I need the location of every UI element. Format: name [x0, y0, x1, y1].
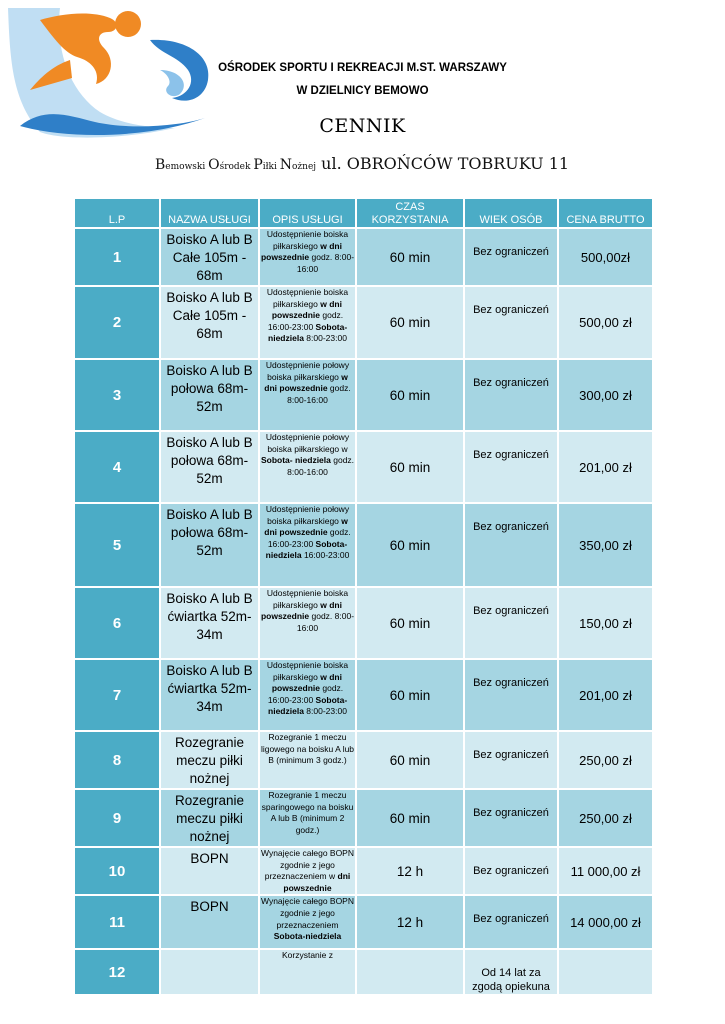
row-number: 1	[75, 229, 159, 285]
service-name: Rozegranie meczu piłki nożnej	[161, 732, 258, 788]
description-segment: Sobota-niedziela	[273, 931, 342, 942]
table-row	[75, 660, 652, 730]
service-description	[260, 287, 355, 358]
description-segment: Udostępnienie połowy boiska piłkarskiego	[265, 360, 350, 382]
service-name: BOPN	[161, 848, 258, 894]
service-description	[260, 896, 355, 948]
age-restriction: Bez ograniczeń	[465, 790, 557, 846]
service-description	[260, 848, 355, 894]
address-part: ożnej	[292, 162, 317, 172]
description-segment: Udostępnienie boiska piłkarskiego	[266, 229, 349, 251]
table-row	[75, 360, 652, 430]
description-segment: w dni powszednie	[264, 515, 348, 538]
usage-time: 12 h	[357, 896, 463, 948]
row-number: 4	[75, 432, 159, 502]
service-name: Boisko A lub B połowa 68m-52m	[161, 360, 258, 430]
usage-time: 60 min	[357, 229, 463, 285]
description-segment: godz. 16:00-23:00	[267, 683, 344, 705]
description-segment: godz. 8:00-16:00	[287, 455, 355, 477]
age-restriction: Bez ograniczeń	[465, 588, 557, 658]
description-segment: 16:00-23:00	[301, 550, 350, 561]
service-name	[161, 950, 258, 994]
column-header: L.P	[75, 199, 159, 227]
usage-time: 60 min	[357, 732, 463, 788]
age-restriction: Bez ograniczeń	[465, 732, 557, 788]
service-name: Boisko A lub B ćwiartka 52m-34m	[161, 660, 258, 730]
description-segment: Sobota- niedziela	[260, 455, 331, 466]
organization-name: OŚRODEK SPORTU I REKREACJI M.ST. WARSZAWY	[218, 62, 507, 74]
service-name: Boisko A lub B Całe 105m - 68m	[161, 229, 258, 285]
address-part: środek	[219, 162, 254, 172]
row-number: 10	[75, 848, 159, 894]
address-part: P	[253, 157, 263, 173]
facility-address	[155, 154, 569, 173]
age-restriction: Bez ograniczeń	[465, 848, 557, 894]
address-part: O	[208, 157, 220, 173]
description-segment: Wynajęcie całego BOPN zgodnie z jego przeznaczeniem w	[261, 848, 354, 882]
table-row	[75, 896, 652, 948]
address-part: emowski	[165, 162, 209, 172]
table-header-row	[75, 199, 652, 227]
row-number: 12	[75, 950, 159, 994]
description-segment: Wynajęcie całego BOPN zgodnie z jego przeznaczeniem	[261, 896, 354, 930]
description-segment: 8:00-23:00	[303, 706, 347, 717]
table-row	[75, 229, 652, 285]
description-segment: Udostępnienie boiska piłkarskiego	[266, 588, 349, 610]
gross-price: 350,00 zł	[559, 504, 652, 586]
age-restriction: Bez ograniczeń	[465, 896, 557, 948]
service-description	[260, 588, 355, 658]
description-segment: w dni powszednie	[271, 671, 342, 694]
row-number: 5	[75, 504, 159, 586]
description-segment: Sobota- niedziela	[268, 321, 348, 344]
page-title: CENNIK	[319, 115, 406, 137]
service-description	[260, 732, 355, 788]
description-segment: godz. 8:00-16:00	[287, 383, 351, 405]
gross-price: 500,00 zł	[559, 287, 652, 358]
description-segment: Rozegranie 1 meczu ligowego na boisku A lub B (minimum 3 godz.)	[260, 732, 355, 766]
service-description	[260, 660, 355, 730]
service-name: Boisko A lub B Całe 105m - 68m	[161, 287, 258, 358]
usage-time	[357, 950, 463, 994]
price-table	[73, 197, 654, 996]
description-segment: Udostępnienie boiska piłkarskiego	[266, 660, 349, 682]
usage-time: 12 h	[357, 848, 463, 894]
description-segment: w dni powszednie	[271, 298, 342, 321]
usage-time: 60 min	[357, 790, 463, 846]
description-segment: Udostępnienie połowy boiska piłkarskiego w	[265, 432, 350, 454]
usage-time: 60 min	[357, 360, 463, 430]
table-row	[75, 432, 652, 502]
age-restriction: Bez ograniczeń	[465, 432, 557, 502]
organization-district: W DZIELNICY BEMOWO	[296, 85, 429, 97]
address-part: B	[155, 157, 166, 173]
gross-price: 500,00zł	[559, 229, 652, 285]
table-row	[75, 287, 652, 358]
row-number: 8	[75, 732, 159, 788]
description-segment: godz. 16:00-23:00	[267, 310, 344, 332]
usage-time: 60 min	[357, 287, 463, 358]
description-segment: w dni powszednie	[264, 371, 348, 394]
usage-time: 60 min	[357, 660, 463, 730]
row-number: 6	[75, 588, 159, 658]
age-restriction: Bez ograniczeń	[465, 229, 557, 285]
table-row	[75, 732, 652, 788]
service-description	[260, 504, 355, 586]
table-row	[75, 790, 652, 846]
gross-price: 14 000,00 zł	[559, 896, 652, 948]
age-restriction: Bez ograniczeń	[465, 360, 557, 430]
usage-time: 60 min	[357, 432, 463, 502]
row-number: 7	[75, 660, 159, 730]
description-segment: Sobota- niedziela	[268, 694, 348, 717]
description-segment: w dni powszednie	[260, 599, 342, 622]
description-segment: w dni powszednie	[260, 240, 342, 263]
column-header: CZAS KORZYSTANIA	[357, 199, 463, 227]
service-description	[260, 950, 355, 994]
usage-time: 60 min	[357, 504, 463, 586]
row-number: 11	[75, 896, 159, 948]
service-description	[260, 432, 355, 502]
age-restriction: Bez ograniczeń	[465, 660, 557, 730]
column-header: WIEK OSÓB	[465, 199, 557, 227]
service-name: Boisko A lub B ćwiartka 52m-34m	[161, 588, 258, 658]
description-segment: godz. 8:00-16:00	[296, 252, 355, 274]
gross-price: 250,00 zł	[559, 732, 652, 788]
row-number: 9	[75, 790, 159, 846]
service-description	[260, 229, 355, 285]
description-segment: Sobota- niedziela	[265, 538, 348, 561]
gross-price: 250,00 zł	[559, 790, 652, 846]
description-segment: Rozegranie 1 meczu sparingowego na boisku A lub B (minimum 2 godz.)	[261, 790, 354, 835]
column-header: NAZWA USŁUGI	[161, 199, 258, 227]
row-number: 3	[75, 360, 159, 430]
description-segment: Udostępnienie połowy boiska piłkarskiego	[265, 504, 350, 526]
service-description	[260, 360, 355, 430]
table-row	[75, 950, 652, 994]
age-restriction: Bez ograniczeń	[465, 287, 557, 358]
service-name: Boisko A lub B połowa 68m-52m	[161, 432, 258, 502]
age-restriction: Bez ograniczeń	[465, 504, 557, 586]
gross-price: 201,00 zł	[559, 660, 652, 730]
column-header: CENA BRUTTO	[559, 199, 652, 227]
table-row	[75, 848, 652, 894]
gross-price: 201,00 zł	[559, 432, 652, 502]
description-segment: dni powszednie	[283, 871, 351, 893]
service-description	[260, 790, 355, 846]
description-segment: Korzystanie z	[281, 950, 334, 961]
age-restriction: Od 14 lat za zgodą opiekuna	[465, 950, 557, 994]
column-header: OPIS USŁUGI	[260, 199, 355, 227]
gross-price: 150,00 zł	[559, 588, 652, 658]
description-segment: 8:00-23:00	[303, 333, 347, 344]
address-part: iłki	[262, 162, 280, 172]
table-row	[75, 588, 652, 658]
description-segment: godz. 8:00-16:00	[296, 611, 355, 633]
gross-price: 11 000,00 zł	[559, 848, 652, 894]
row-number: 2	[75, 287, 159, 358]
gross-price	[559, 950, 652, 994]
gross-price: 300,00 zł	[559, 360, 652, 430]
usage-time: 60 min	[357, 588, 463, 658]
address-part: ul. OBROŃCÓW TOBRUKU 11	[316, 154, 570, 173]
address-part: N	[279, 157, 292, 173]
service-name: Rozegranie meczu piłki nożnej	[161, 790, 258, 846]
service-name: BOPN	[161, 896, 258, 948]
description-segment: godz. 16:00-23:00	[267, 527, 351, 549]
service-name: Boisko A lub B połowa 68m-52m	[161, 504, 258, 586]
table-row	[75, 504, 652, 586]
description-segment: Udostępnienie boiska piłkarskiego	[266, 287, 349, 309]
